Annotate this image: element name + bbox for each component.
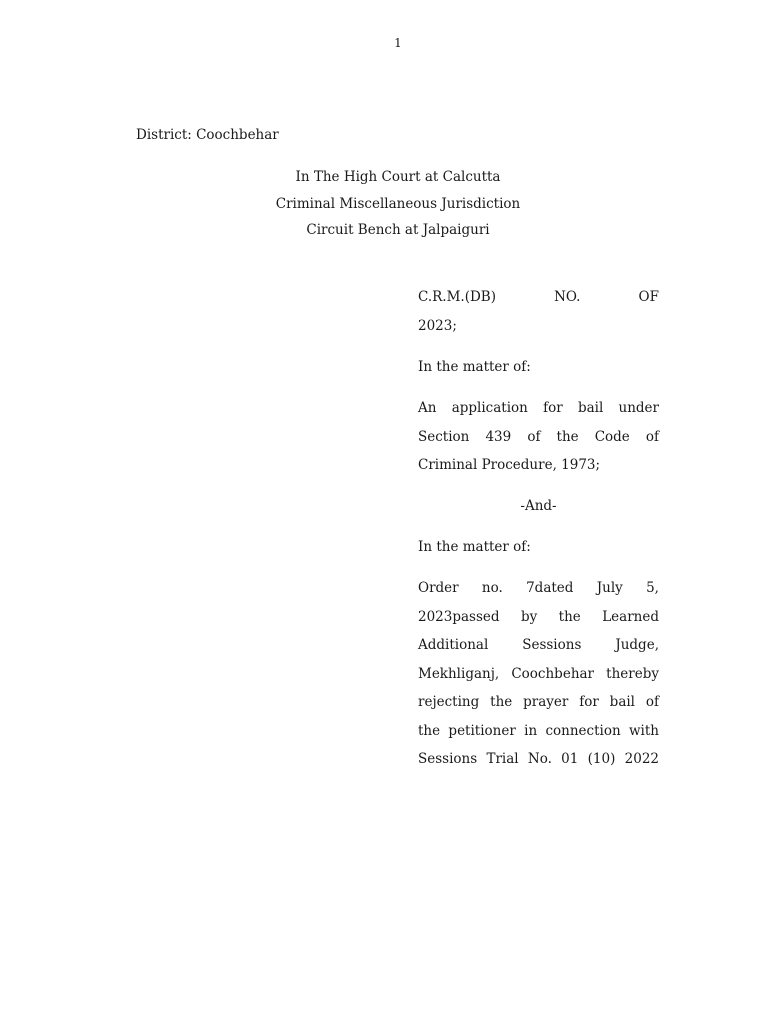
paragraph-line bbox=[418, 579, 659, 608]
matter-heading-2 bbox=[418, 538, 659, 567]
word: the bbox=[558, 608, 581, 625]
and-separator: -And- bbox=[520, 498, 557, 514]
word: connection bbox=[545, 722, 621, 739]
word: bail bbox=[609, 694, 635, 710]
word: Coochbehar bbox=[511, 665, 595, 682]
word: Code bbox=[594, 428, 630, 445]
word: Trial bbox=[486, 751, 519, 767]
word: Additional bbox=[418, 637, 489, 653]
word: Sessions bbox=[522, 637, 582, 653]
court-heading bbox=[0, 168, 768, 248]
word: rejecting bbox=[418, 694, 480, 710]
word: prayer bbox=[523, 694, 569, 710]
word: NO. bbox=[554, 289, 581, 305]
paragraph-line bbox=[418, 608, 659, 637]
word: bail bbox=[577, 400, 604, 416]
word: for bbox=[543, 400, 563, 416]
case-number-line bbox=[418, 288, 659, 317]
paragraph-line bbox=[418, 750, 659, 779]
word: thereby bbox=[606, 665, 659, 682]
case-number-block bbox=[418, 288, 659, 345]
word: C.R.M.(DB) bbox=[418, 289, 496, 305]
word: 01 bbox=[561, 751, 579, 767]
page-number: 1 bbox=[394, 36, 402, 50]
word: with bbox=[628, 722, 659, 739]
paragraph-line bbox=[418, 722, 659, 751]
word: Section bbox=[418, 428, 470, 445]
case-year-line: 2023; bbox=[418, 317, 457, 334]
paragraph-line bbox=[418, 693, 659, 722]
word: July bbox=[596, 580, 623, 596]
word: Mekhliganj, bbox=[418, 665, 500, 682]
word: An bbox=[418, 400, 437, 416]
word: Order bbox=[418, 580, 459, 596]
word: under bbox=[618, 400, 659, 416]
matter-heading-text: In the matter of: bbox=[418, 359, 531, 375]
word: petitioner bbox=[448, 722, 516, 739]
word: Judge, bbox=[615, 637, 659, 653]
word: Learned bbox=[602, 608, 659, 625]
application-paragraph bbox=[418, 399, 659, 485]
district-label: District: Coochbehar bbox=[136, 127, 279, 143]
word: of bbox=[645, 694, 659, 710]
word: No. bbox=[527, 751, 552, 767]
word: of bbox=[527, 428, 541, 445]
word: 439 bbox=[485, 428, 512, 445]
order-paragraph bbox=[418, 579, 659, 779]
and-separator-block bbox=[418, 497, 659, 526]
word: for bbox=[579, 694, 599, 710]
word: 7dated bbox=[526, 580, 574, 596]
paragraph-line bbox=[418, 399, 659, 428]
word: no. bbox=[481, 580, 503, 596]
word: in bbox=[524, 722, 538, 739]
word: 5, bbox=[646, 580, 659, 596]
word: 2023passed bbox=[418, 608, 500, 625]
word: the bbox=[556, 428, 579, 445]
bench-name: Circuit Bench at Jalpaiguri bbox=[306, 222, 490, 238]
word: of bbox=[645, 428, 659, 445]
paragraph-line bbox=[418, 636, 659, 665]
word: Sessions bbox=[418, 751, 478, 767]
word: application bbox=[451, 400, 528, 416]
word: OF bbox=[638, 289, 659, 305]
matter-heading-text: In the matter of: bbox=[418, 539, 531, 555]
word: 2022 bbox=[624, 751, 659, 767]
paragraph-line bbox=[418, 665, 659, 694]
court-name: In The High Court at Calcutta bbox=[295, 169, 501, 185]
jurisdiction: Criminal Miscellaneous Jurisdiction bbox=[275, 195, 521, 212]
word: (10) bbox=[587, 751, 616, 767]
paragraph-line: Criminal Procedure, 1973; bbox=[418, 457, 601, 473]
word: the bbox=[418, 722, 441, 739]
paragraph-line bbox=[418, 428, 659, 457]
matter-heading-1 bbox=[418, 358, 659, 387]
word: the bbox=[490, 694, 513, 710]
word: by bbox=[520, 608, 538, 625]
